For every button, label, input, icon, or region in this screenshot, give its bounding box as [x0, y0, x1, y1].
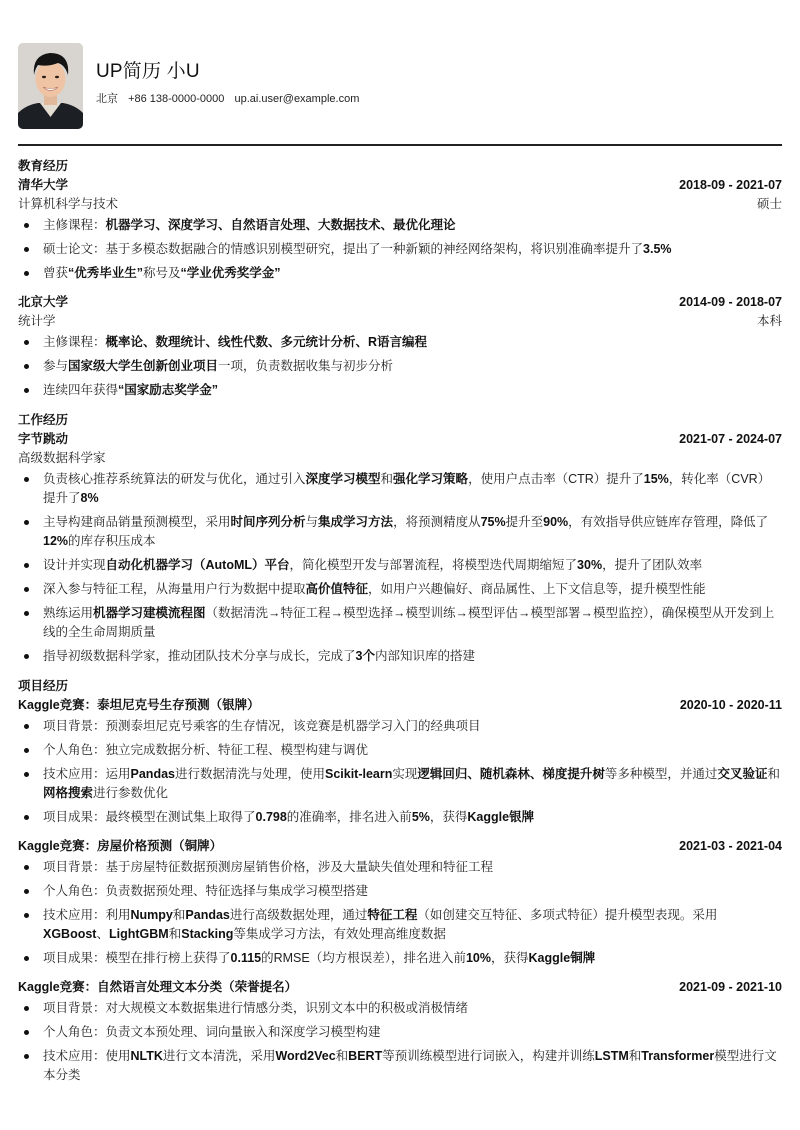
highlight-text: 自动化机器学习（AutoML）平台 [105, 558, 290, 572]
highlight-text: 机器学习、深度学习、自然语言处理、大数据技术、最优化理论 [105, 218, 456, 232]
bullet-item [18, 556, 782, 575]
resume-content [18, 156, 782, 1095]
highlight-text: Kaggle铜牌 [528, 951, 596, 965]
highlight-text: Scikit-learn [325, 767, 393, 781]
highlight-text: Transformer [641, 1049, 715, 1063]
bullet-item [18, 513, 782, 551]
highlight-text: 75% [480, 515, 506, 529]
bullet-text: 和 [172, 908, 186, 922]
work-entry [18, 430, 782, 666]
bullet-item [18, 240, 782, 259]
school-name: 北京大学 [18, 295, 69, 309]
bullet-text: 曾获 [43, 266, 69, 280]
bullet-text: 的准确率，排名进入前 [286, 810, 412, 824]
bullet-list [18, 999, 782, 1085]
bullet-text: 称号及 [143, 266, 181, 280]
highlight-text: LightGBM [109, 927, 169, 941]
highlight-text: 时间序列分析 [230, 515, 306, 529]
highlight-text: XGBoost [43, 927, 97, 941]
header-info [96, 60, 366, 107]
highlight-text: 0.798 [255, 810, 287, 824]
bullet-text: 和 [168, 927, 182, 941]
bullet-text: 模型进行文本分类 [43, 1049, 777, 1082]
bullet-text: 实现 [392, 767, 418, 781]
highlight-text: Pandas [130, 767, 175, 781]
highlight-text: 30% [577, 558, 603, 572]
date-range: 2021-09 - 2021-10 [679, 980, 782, 994]
bullet-item [18, 381, 782, 400]
bullet-list [18, 333, 782, 400]
highlight-text: 90% [543, 515, 569, 529]
bullet-item [18, 882, 782, 901]
bullet-text: （数据清洗→特征工程→模型选择→模型训练→模型评估→模型部署→模型监控），确保模型从开发到上线的全生命周期质量 [43, 606, 775, 639]
bullet-item [18, 264, 782, 283]
date-range: 2014-09 - 2018-07 [679, 295, 782, 309]
bullet-text: 项目背景：预测泰坦尼克号乘客的生存情况，该竞赛是机器学习入门的经典项目 [43, 719, 481, 733]
highlight-text: 5% [411, 810, 430, 824]
education-entry [18, 176, 782, 283]
bullet-text: 的库存积压成本 [68, 534, 156, 548]
highlight-text: 特征工程 [367, 908, 418, 922]
highlight-text: 逻辑回归、随机森林、梯度提升树 [417, 767, 605, 781]
work-section [18, 410, 782, 666]
bullet-item [18, 470, 782, 508]
highlight-text: 集成学习方法 [318, 515, 394, 529]
bullet-text: 一项，负责数据收集与初步分析 [218, 359, 394, 373]
bullet-text: 和 [767, 767, 780, 781]
bullet-text: 进行高级数据处理，通过 [229, 908, 368, 922]
bullet-item [18, 580, 782, 599]
bullet-text: 的RMSE（均方根误差），排名进入前 [261, 951, 466, 965]
bullet-text: 项目成果：模型在排行榜上获得了 [43, 951, 231, 965]
highlight-text: 网格搜索 [43, 786, 94, 800]
bullet-text: 个人角色：负责文本预处理、词向量嵌入和深度学习模型构建 [43, 1025, 381, 1039]
highlight-text: 12% [43, 534, 69, 548]
header-divider [18, 144, 782, 146]
bullet-list [18, 216, 782, 283]
bullet-list [18, 470, 782, 666]
bullet-item [18, 216, 782, 235]
bullet-text: 和 [335, 1049, 349, 1063]
date-range: 2021-03 - 2021-04 [679, 839, 782, 853]
bullet-text: ，有效指导供应链库存管理，降低了 [568, 515, 769, 529]
bullet-text: 主修课程： [43, 218, 106, 232]
bullet-text: 和 [380, 472, 394, 486]
school-name: 清华大学 [18, 178, 69, 192]
contact-line [96, 91, 366, 108]
highlight-text: “优秀毕业生” [68, 266, 144, 280]
bullet-text: 主修课程： [43, 335, 106, 349]
bullet-text: 进行数据清洗与处理，使用 [174, 767, 325, 781]
highlight-text: Kaggle银牌 [467, 810, 535, 824]
bullet-item [18, 1047, 782, 1085]
highlight-text: Numpy [130, 908, 173, 922]
bullet-item [18, 604, 782, 642]
bullet-text: 和 [628, 1049, 642, 1063]
bullet-text: ，转化率（CVR）提升了 [43, 472, 771, 505]
job-title: 高级数据科学家 [18, 451, 106, 465]
bullet-item [18, 858, 782, 877]
section-title: 项目经历 [18, 679, 69, 693]
bullet-text: 设计并实现 [43, 558, 106, 572]
project-entry [18, 837, 782, 968]
location: 北京 [96, 93, 118, 106]
bullet-text: 技术应用：利用 [43, 908, 131, 922]
bullet-text: 硕士论文：基于多模态数据融合的情感识别模型研究，提出了一种新颖的神经网络架构，将识别准确率提升了 [43, 242, 644, 256]
highlight-text: 3个 [355, 649, 375, 663]
bullet-item [18, 808, 782, 827]
bullet-text: ，如用户兴趣偏好、商品属性、上下文信息等，提升模型性能 [368, 582, 706, 596]
bullet-text: 等集成学习方法，有效处理高维度数据 [233, 927, 446, 941]
highlight-text: NLTK [130, 1049, 163, 1063]
projects-section [18, 676, 782, 1085]
highlight-text: LSTM [594, 1049, 629, 1063]
avatar [18, 43, 83, 129]
highlight-text: 0.115 [230, 951, 262, 965]
person-photo-icon [18, 43, 83, 129]
highlight-text: 3.5% [643, 242, 672, 256]
bullet-text: 、 [96, 927, 109, 941]
bullet-text: 参与 [43, 359, 69, 373]
phone: +86 138-0000-0000 [128, 93, 225, 106]
bullet-text: 技术应用：使用 [43, 1049, 131, 1063]
email[interactable]: up.ai.user@example.com [234, 93, 360, 106]
bullet-item [18, 1023, 782, 1042]
bullet-text: 提升至 [505, 515, 544, 529]
date-range: 2020-10 - 2020-11 [679, 698, 782, 712]
bullet-text: 个人角色：独立完成数据分析、特征工程、模型构建与调优 [43, 743, 369, 757]
highlight-text: 15% [643, 472, 669, 486]
project-name: Kaggle竞赛：房屋价格预测（铜牌） [18, 839, 223, 853]
major: 计算机科学与技术 [18, 197, 119, 211]
bullet-item [18, 906, 782, 944]
major: 统计学 [18, 314, 56, 328]
degree: 本科 [756, 314, 782, 328]
bullet-item [18, 999, 782, 1018]
highlight-text: “国家励志奖学金” [118, 383, 219, 397]
bullet-item [18, 357, 782, 376]
bullet-list [18, 858, 782, 968]
bullet-item [18, 333, 782, 352]
project-name: Kaggle竞赛：自然语言处理文本分类（荣誉提名） [18, 980, 298, 994]
bullet-text: ，获得 [429, 810, 468, 824]
bullet-item [18, 647, 782, 666]
highlight-text: 交叉验证 [717, 767, 768, 781]
bullet-text: 连续四年获得 [43, 383, 119, 397]
bullet-text: （如创建交互特征、多项式特征）提升模型表现。采用 [417, 908, 718, 922]
highlight-text: Pandas [185, 908, 230, 922]
project-entry [18, 978, 782, 1085]
highlight-text: 深度学习模型 [305, 472, 381, 486]
bullet-text: 内部知识库的搭建 [374, 649, 475, 663]
bullet-text: 项目背景：对大规模文本数据集进行情感分类，识别文本中的积极或消极情绪 [43, 1001, 469, 1015]
bullet-text: 进行文本清洗，采用 [162, 1049, 276, 1063]
highlight-text: Word2Vec [275, 1049, 336, 1063]
bullet-text: 进行参数优化 [93, 786, 169, 800]
degree: 硕士 [756, 197, 782, 211]
bullet-text: 项目背景：基于房屋特征数据预测房屋销售价格，涉及大量缺失值处理和特征工程 [43, 860, 494, 874]
bullet-text: 等预训练模型进行词嵌入，构建并训练 [382, 1049, 595, 1063]
bullet-text: 个人角色：负责数据预处理、特征选择与集成学习模型搭建 [43, 884, 369, 898]
bullet-text: 深入参与特征工程，从海量用户行为数据中提取 [43, 582, 306, 596]
highlight-text: BERT [348, 1049, 383, 1063]
highlight-text: 高价值特征 [305, 582, 369, 596]
resume-header [18, 43, 782, 129]
bullet-text: 技术应用：运用 [43, 767, 131, 781]
bullet-text: 与 [305, 515, 319, 529]
highlight-text: 国家级大学生创新创业项目 [68, 359, 219, 373]
section-title: 工作经历 [18, 413, 69, 427]
highlight-text: 概率论、数理统计、线性代数、多元统计分析、R语言编程 [105, 335, 428, 349]
bullet-item [18, 949, 782, 968]
date-range: 2018-09 - 2021-07 [679, 178, 782, 192]
bullet-item [18, 765, 782, 803]
bullet-text: 项目成果：最终模型在测试集上取得了 [43, 810, 256, 824]
bullet-text: ，使用户点击率（CTR）提升了 [468, 472, 644, 486]
bullet-text: 等多种模型，并通过 [604, 767, 718, 781]
highlight-text: 10% [465, 951, 492, 965]
highlight-text: “学业优秀奖学金” [180, 266, 281, 280]
education-section [18, 156, 782, 400]
highlight-text: 强化学习策略 [393, 472, 469, 486]
bullet-text: 主导构建商品销量预测模型，采用 [43, 515, 231, 529]
bullet-text: ，简化模型开发与部署流程，将模型迭代周期缩短了 [289, 558, 578, 572]
highlight-text: 机器学习建模流程图 [93, 606, 206, 620]
bullet-list [18, 717, 782, 827]
bullet-text: 指导初级数据科学家，推动团队技术分享与成长，完成了 [43, 649, 356, 663]
bullet-text: ，将预测精度从 [393, 515, 481, 529]
candidate-name: UP简历 小U [96, 61, 200, 83]
bullet-text: ，获得 [491, 951, 529, 965]
highlight-text: 8% [80, 491, 99, 505]
project-entry [18, 696, 782, 827]
bullet-text: 负责核心推荐系统算法的研发与优化，通过引入 [43, 472, 306, 486]
bullet-text: 熟练运用 [43, 606, 94, 620]
project-name: Kaggle竞赛：泰坦尼克号生存预测（银牌） [18, 698, 260, 712]
bullet-text: ，提升了团队效率 [602, 558, 703, 572]
bullet-item [18, 741, 782, 760]
section-title: 教育经历 [18, 159, 69, 173]
highlight-text: Stacking [181, 927, 234, 941]
date-range: 2021-07 - 2024-07 [679, 432, 782, 446]
company-name: 字节跳动 [18, 432, 69, 446]
education-entry [18, 293, 782, 400]
bullet-item [18, 717, 782, 736]
